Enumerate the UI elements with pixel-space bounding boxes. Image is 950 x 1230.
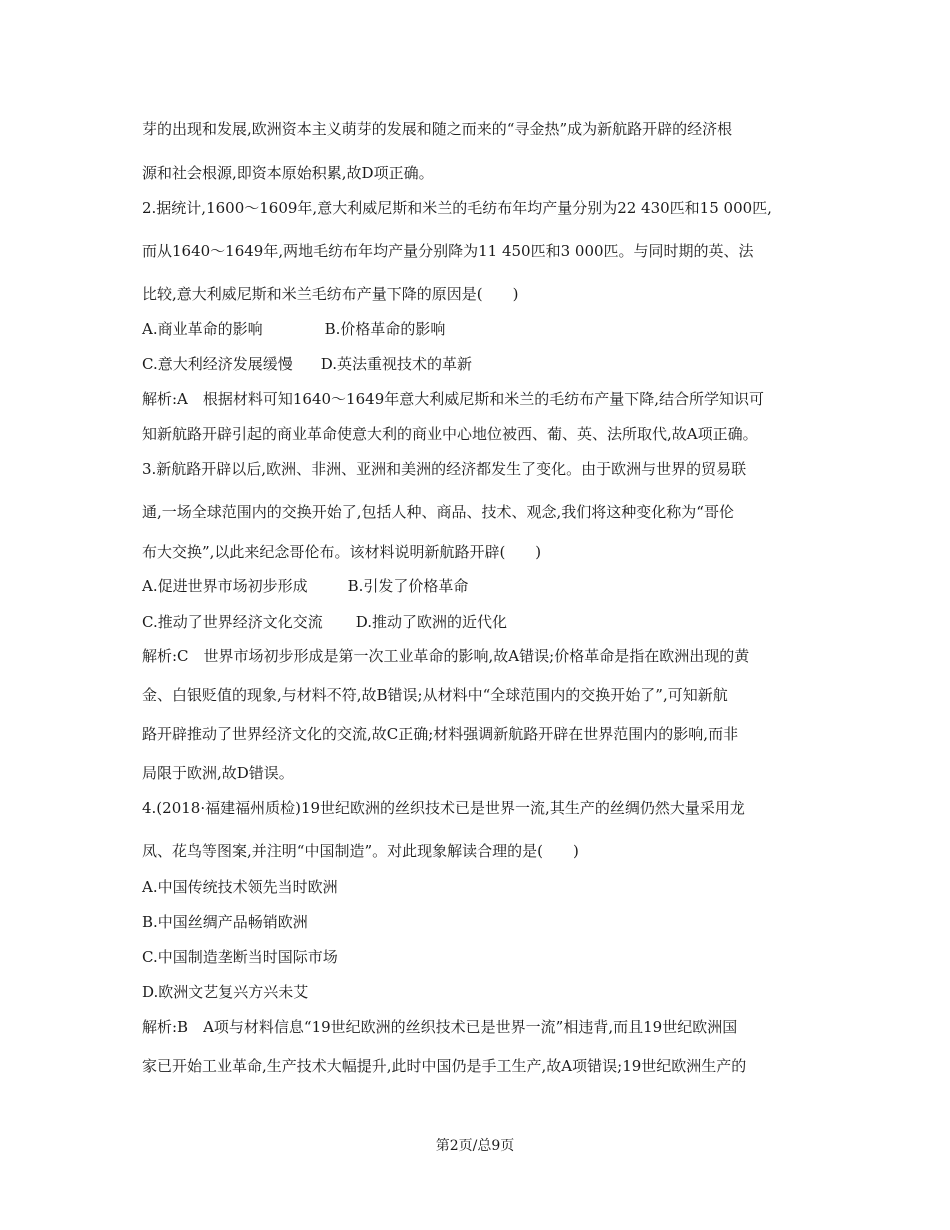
text-line: 3.新航路开辟以后,欧洲、非洲、亚洲和美洲的经济都发生了变化。由于欧洲与世界的贸易联	[142, 460, 747, 478]
option-a: C.推动了世界经济文化交流	[142, 613, 323, 631]
option-row	[142, 575, 468, 596]
text-line: 通,一场全球范围内的交换开始了,包括人种、商品、技术、观念,我们将这种变化称为“哥伦	[142, 503, 734, 521]
option-a: A.促进世界市场初步形成	[142, 577, 308, 595]
option-a: C.意大利经济发展缓慢	[142, 355, 293, 373]
text-line: 芽的出现和发展,欧洲资本主义萌芽的发展和随之而来的“寻金热”成为新航路开辟的经济根	[142, 120, 733, 138]
option-row	[142, 611, 507, 632]
text-line: 源和社会根源,即资本原始积累,故D项正确。	[142, 164, 434, 182]
option-a: A.商业革命的影响	[142, 320, 263, 338]
text-line: 布大交换”,以此来纪念哥伦布。该材料说明新航路开辟( )	[142, 543, 542, 561]
text-line: 局限于欧洲,故D错误。	[142, 764, 294, 782]
text-line: 金、白银贬值的现象,与材料不符,故B错误;从材料中“全球范围内的交换开始了”,可知新航	[142, 686, 728, 704]
option-b: B.引发了价格革命	[347, 577, 469, 595]
option-row	[142, 353, 472, 374]
text-line: C.中国制造垄断当时国际市场	[142, 948, 338, 966]
text-line: 解析:C 世界市场初步形成是第一次工业革命的影响,故A错误;价格革命是指在欧洲出现的黄	[142, 647, 750, 665]
text-line: 比较,意大利威尼斯和米兰毛纺布产量下降的原因是( )	[142, 285, 519, 303]
text-line: 解析:B A项与材料信息“19世纪欧洲的丝织技术已是世界一流”相违背,而且19世纪欧洲国	[142, 1018, 738, 1036]
option-b: B.价格革命的影响	[324, 320, 446, 338]
text-line: D.欧洲文艺复兴方兴未艾	[142, 983, 309, 1001]
text-line: B.中国丝绸产品畅销欧洲	[142, 913, 308, 931]
text-line: 2.据统计,1600～1609年,意大利威尼斯和米兰的毛纺布年均产量分别为22 430匹和15 000匹,	[142, 199, 772, 217]
text-line: 凤、花鸟等图案,并注明“中国制造”。对此现象解读合理的是( )	[142, 842, 579, 860]
text-line: 家已开始工业革命,生产技术大幅提升,此时中国仍是手工生产,故A项错误;19世纪欧洲生产的	[142, 1057, 747, 1075]
text-line: 4.(2018·福建福州质检)19世纪欧洲的丝织技术已是世界一流,其生产的丝绸仍然大量采用龙	[142, 799, 745, 817]
text-line: A.中国传统技术领先当时欧洲	[142, 878, 338, 896]
text-line: 而从1640～1649年,两地毛纺布年均产量分别降为11 450匹和3 000匹。与同时期的英、法	[142, 242, 754, 260]
option-row	[142, 318, 445, 339]
option-b: D.推动了欧洲的近代化	[355, 613, 507, 631]
page-footer: 第2页/总9页	[435, 1138, 515, 1154]
text-line: 知新航路开辟引起的商业革命使意大利的商业中心地位被西、葡、英、法所取代,故A项正确。	[142, 425, 758, 443]
option-b: D.英法重视技术的革新	[320, 355, 472, 373]
text-line: 解析:A 根据材料可知1640～1649年意大利威尼斯和米兰的毛纺布产量下降,结合所学知识可	[142, 390, 765, 408]
text-line: 路开辟推动了世界经济文化的交流,故C正确;材料强调新航路开辟在世界范围内的影响,而非	[142, 725, 739, 743]
